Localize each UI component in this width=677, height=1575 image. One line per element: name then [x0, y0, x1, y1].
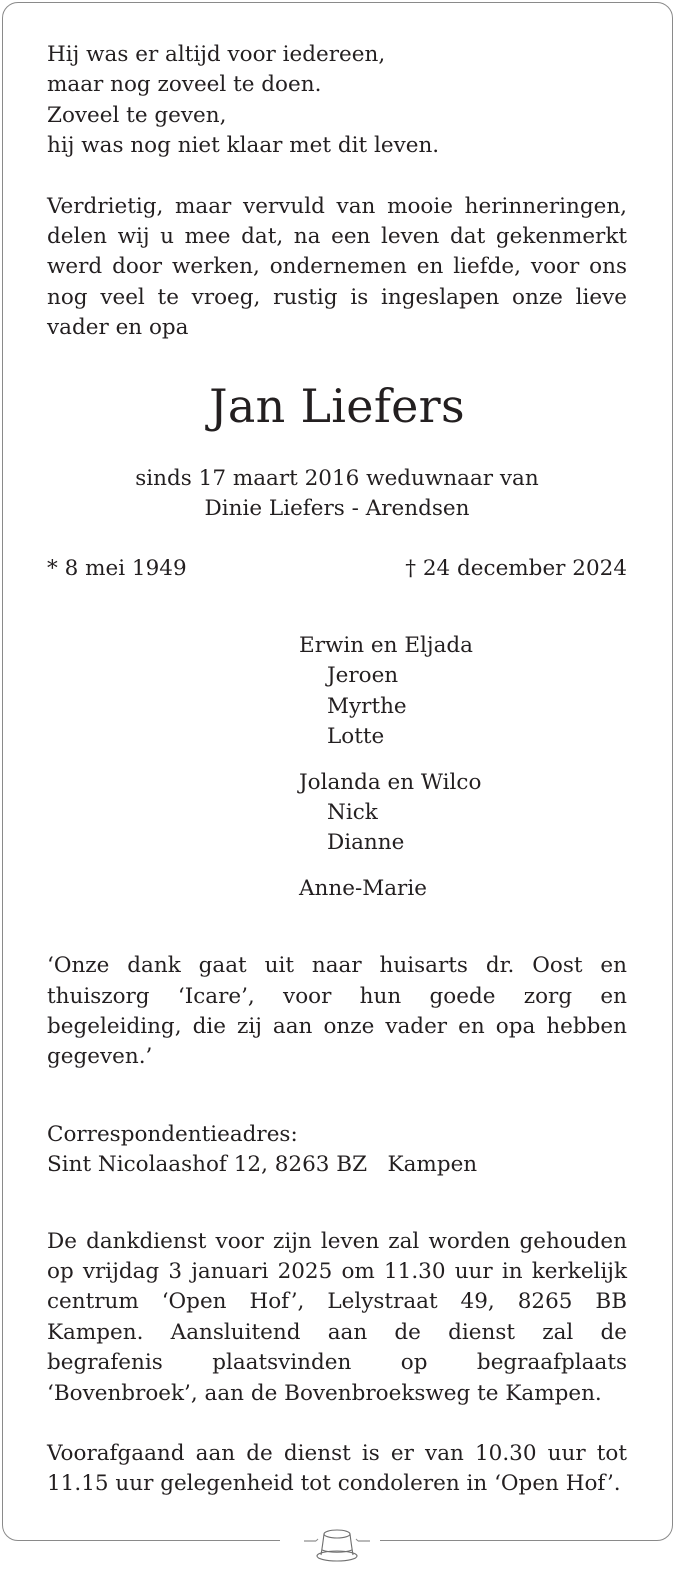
family-group — [299, 768, 627, 859]
family-parents: Anne-Marie — [299, 875, 427, 901]
thanks-paragraph: ‘Onze dank gaat uit naar huisarts dr. Oost en thuiszorg ‘Icare’, voor hun goede zorg en begeleiding, die zij aan onze vader en opa hebben gegeven.’ — [47, 953, 627, 1070]
family-child: Myrthe — [327, 693, 407, 719]
correspondence-address: Sint Nicolaashof 12, 8263 BZ Kampen — [47, 1152, 478, 1178]
poem-line: Hij was er altijd voor iedereen, — [47, 42, 386, 67]
service-paragraph: De dankdienst voor zijn leven zal worden gehouden op vrijdag 3 januari 2025 om 11.30 uur in kerkelijk centrum ‘Open Hof’, Lelystraat 49, 8265 BB Kampen. Aansluitend aan de dienst zal de begrafenis plaatsvinden op begraafplaats ‘Bovenbroek’, aan de Bovenbroeksweg te Kampen. — [47, 1228, 627, 1406]
poem-line: maar nog zoveel te doen. — [47, 72, 322, 98]
family-parents: Erwin en Eljada — [299, 632, 473, 658]
family-child: Jeroen — [327, 663, 399, 689]
condolence-paragraph: Voorafgaand aan de dienst is er van 10.30 uur tot 11.15 uur gelegenheid tot condoleren in ‘Open Hof’. — [47, 1441, 627, 1497]
top-hat-icon — [304, 1522, 370, 1568]
deceased-name: Jan Liefers — [209, 378, 465, 433]
correspondence-label: Correspondentieadres: — [47, 1121, 298, 1147]
widower-line: sinds 17 maart 2016 weduwnaar van — [135, 465, 539, 491]
poem-line: Zoveel te geven, — [47, 102, 227, 128]
family-group — [299, 631, 627, 753]
notice-content — [47, 40, 627, 1500]
widower-spouse: Dinie Liefers - Arendsen — [204, 496, 470, 522]
poem-line: hij was nog niet klaar met dit leven. — [47, 133, 440, 159]
death-date: † 24 december 2024 — [405, 556, 627, 582]
poem — [47, 40, 627, 162]
family-list — [299, 631, 627, 904]
family-group — [299, 874, 627, 904]
intro-paragraph: Verdrietig, maar vervuld van mooie herinneringen, delen wij u mee dat, na een leven dat gekenmerkt werd door werken, ondernemen en liefde, voor ons nog veel te vroeg, rustig is ingeslapen onze lieve vader en opa — [47, 193, 627, 341]
family-child: Nick — [327, 799, 378, 825]
family-parents: Jolanda en Wilco — [299, 769, 482, 795]
widower-note — [47, 464, 627, 525]
birth-date: * 8 mei 1949 — [47, 556, 187, 582]
correspondence-block — [47, 1120, 627, 1181]
family-child: Dianne — [327, 830, 405, 856]
life-dates — [47, 554, 627, 584]
family-child: Lotte — [327, 724, 385, 750]
